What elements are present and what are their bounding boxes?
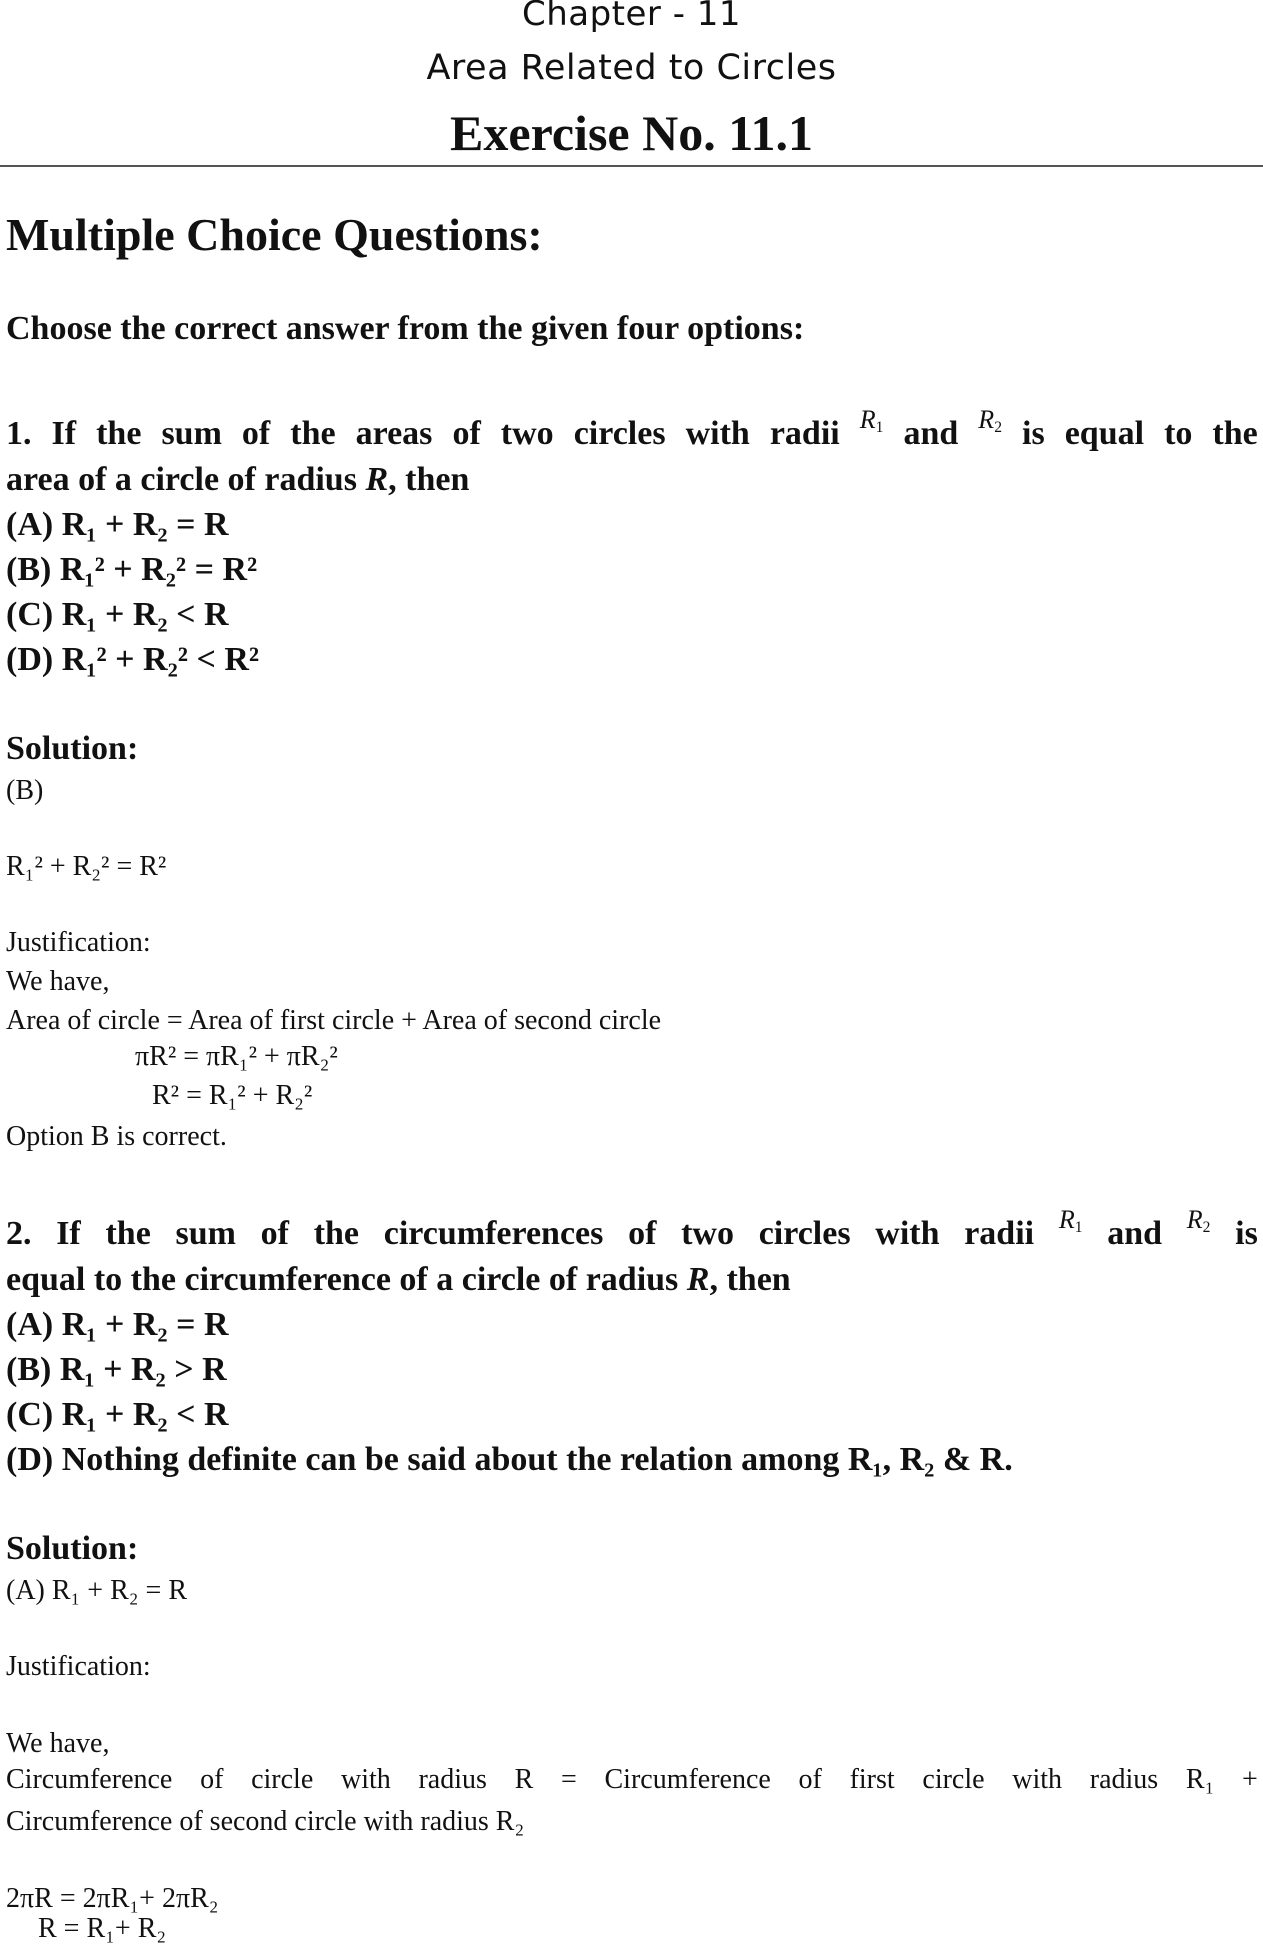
q2-circumference-line-2: Circumference of second circle with radius R₂ — [6, 1806, 525, 1837]
question-2-words — [6, 1205, 1258, 1256]
q1-option-d: (D) R₁² + R₂² < R² — [6, 641, 260, 678]
q2-word: circumferences — [383, 1215, 604, 1252]
q2-we-have: We have, — [6, 1728, 110, 1759]
q2-word: of — [628, 1215, 657, 1252]
q2-radius-var: R — [686, 1261, 710, 1298]
q2-word: circles — [758, 1215, 851, 1252]
q1-var-r1-subscript: 1 — [875, 418, 884, 436]
q2-var-r2 — [1187, 1198, 1211, 1242]
q1-var-r1-letter: R — [859, 405, 876, 434]
question-1-words — [6, 405, 1258, 456]
q1-word: the — [290, 415, 336, 452]
q1-word: sum — [161, 415, 222, 452]
q2-circ-word: with — [1012, 1764, 1063, 1795]
header-divider — [0, 165, 1263, 167]
q1-radius-var: R — [365, 461, 389, 498]
q1-word: two — [500, 415, 554, 452]
q2-word: two — [681, 1215, 734, 1252]
q1-var-r1 — [860, 398, 884, 442]
q1-word: the — [1212, 415, 1258, 452]
q2-circ-word: Circumference — [6, 1764, 173, 1795]
q1-line2-text: area of a circle of radius — [6, 461, 366, 498]
q2-circ-word: circle — [922, 1764, 985, 1795]
q2-circ-word: R₁ — [1185, 1764, 1215, 1795]
question-1-line-2 — [6, 458, 469, 502]
q2-var-r2-letter: R — [1186, 1205, 1203, 1234]
q2-option-a: (A) R₁ + R₂ = R — [6, 1306, 229, 1343]
q2-word: If — [56, 1215, 81, 1252]
q2-circumference-line-1 — [6, 1764, 1258, 1796]
q2-circ-word: with — [340, 1764, 391, 1795]
q2-justification-label: Justification: — [6, 1651, 151, 1682]
q2-is: is — [1235, 1215, 1258, 1252]
q2-solution-label: Solution: — [6, 1530, 139, 1567]
q2-equation-2: R = R₁+ R₂ — [38, 1913, 167, 1944]
q1-area-statement: Area of circle = Area of first circle + Area of second circle — [6, 1005, 662, 1036]
q2-circ-word: R — [514, 1764, 534, 1795]
q1-answer-equation: R₁² + R₂² = R² — [6, 851, 167, 882]
q2-answer: (A) R₁ + R₂ = R — [6, 1575, 188, 1606]
q2-var-r1-letter: R — [1058, 1205, 1075, 1234]
q2-line2-text: equal to the circumference of a circle of radius — [6, 1261, 687, 1298]
q2-circ-word: circle — [251, 1764, 314, 1795]
q1-var-r2-subscript: 2 — [994, 418, 1002, 436]
q2-circ-word: of — [798, 1764, 822, 1795]
q1-equation-1: πR² = πR₁² + πR₂² — [135, 1041, 338, 1072]
q1-word: with — [685, 415, 750, 452]
q2-circumference-words — [6, 1764, 1258, 1796]
q1-var-r2-letter: R — [978, 405, 995, 434]
q2-word: 2. — [6, 1215, 32, 1252]
q1-word: 1. — [6, 415, 32, 452]
q2-var-r2-subscript: 2 — [1202, 1218, 1211, 1236]
q1-conclusion: Option B is correct. — [6, 1121, 227, 1152]
q2-var-r1 — [1059, 1198, 1083, 1242]
q1-word: areas — [355, 415, 433, 452]
q1-word: to — [1164, 415, 1193, 452]
q1-word: equal — [1064, 415, 1145, 452]
q2-and: and — [1107, 1215, 1163, 1252]
q1-justification-label: Justification: — [6, 927, 151, 958]
q1-and: and — [903, 415, 959, 452]
q2-circ-word: Circumference — [604, 1764, 771, 1795]
q2-circ-word: first — [849, 1764, 895, 1795]
q1-word: is — [1022, 415, 1045, 452]
q1-we-have: We have, — [6, 966, 110, 997]
q2-option-d: (D) Nothing definite can be said about the relation among R₁, R₂ & R. — [6, 1441, 1013, 1478]
q2-option-b: (B) R₁ + R₂ > R — [6, 1351, 227, 1388]
q2-circ-word: radius — [418, 1764, 487, 1795]
q2-equation-1: 2πR = 2πR₁+ 2πR₂ — [6, 1883, 219, 1914]
q2-circ-word: of — [200, 1764, 224, 1795]
q1-solution-label: Solution: — [6, 730, 139, 767]
q2-option-c: (C) R₁ + R₂ < R — [6, 1396, 229, 1433]
q2-circ-word: radius — [1089, 1764, 1159, 1795]
q1-word: the — [96, 415, 142, 452]
q1-var-r2 — [978, 398, 1002, 442]
q2-circ-word: = — [560, 1764, 577, 1795]
q1-line2-end: , then — [388, 461, 470, 498]
q1-word: radii — [769, 415, 840, 452]
instruction-text: Choose the correct answer from the given four options: — [6, 310, 805, 347]
q1-word: circles — [573, 415, 666, 452]
q2-var-r1-subscript: 1 — [1074, 1218, 1083, 1236]
q2-word: sum — [175, 1215, 236, 1252]
q1-equation-2: R² = R₁² + R₂² — [152, 1080, 313, 1111]
section-title: Multiple Choice Questions: — [6, 209, 543, 260]
question-2-line-1 — [6, 1205, 1258, 1256]
question-2-line-2 — [6, 1258, 791, 1302]
q2-circ-word: + — [1242, 1764, 1258, 1795]
q2-word: the — [105, 1215, 151, 1252]
question-1-line-1 — [6, 405, 1258, 456]
q1-word: If — [51, 415, 77, 452]
q2-word: of — [260, 1215, 289, 1252]
q2-word: with — [875, 1215, 940, 1252]
q1-option-b: (B) R₁² + R₂² = R² — [6, 551, 258, 588]
q2-word: radii — [964, 1215, 1035, 1252]
chapter-heading: Chapter - 11 — [521, 0, 742, 34]
q1-answer: (B) — [6, 775, 44, 806]
q2-line2-end: , then — [709, 1261, 791, 1298]
exercise-heading: Exercise No. 11.1 — [450, 105, 813, 161]
topic-heading: Area Related to Circles — [426, 48, 837, 88]
q1-word: of — [241, 415, 271, 452]
q1-option-c: (C) R₁ + R₂ < R — [6, 596, 229, 633]
q1-word: of — [452, 415, 481, 452]
q1-option-a: (A) R₁ + R₂ = R — [6, 506, 229, 543]
q2-word: the — [313, 1215, 360, 1252]
